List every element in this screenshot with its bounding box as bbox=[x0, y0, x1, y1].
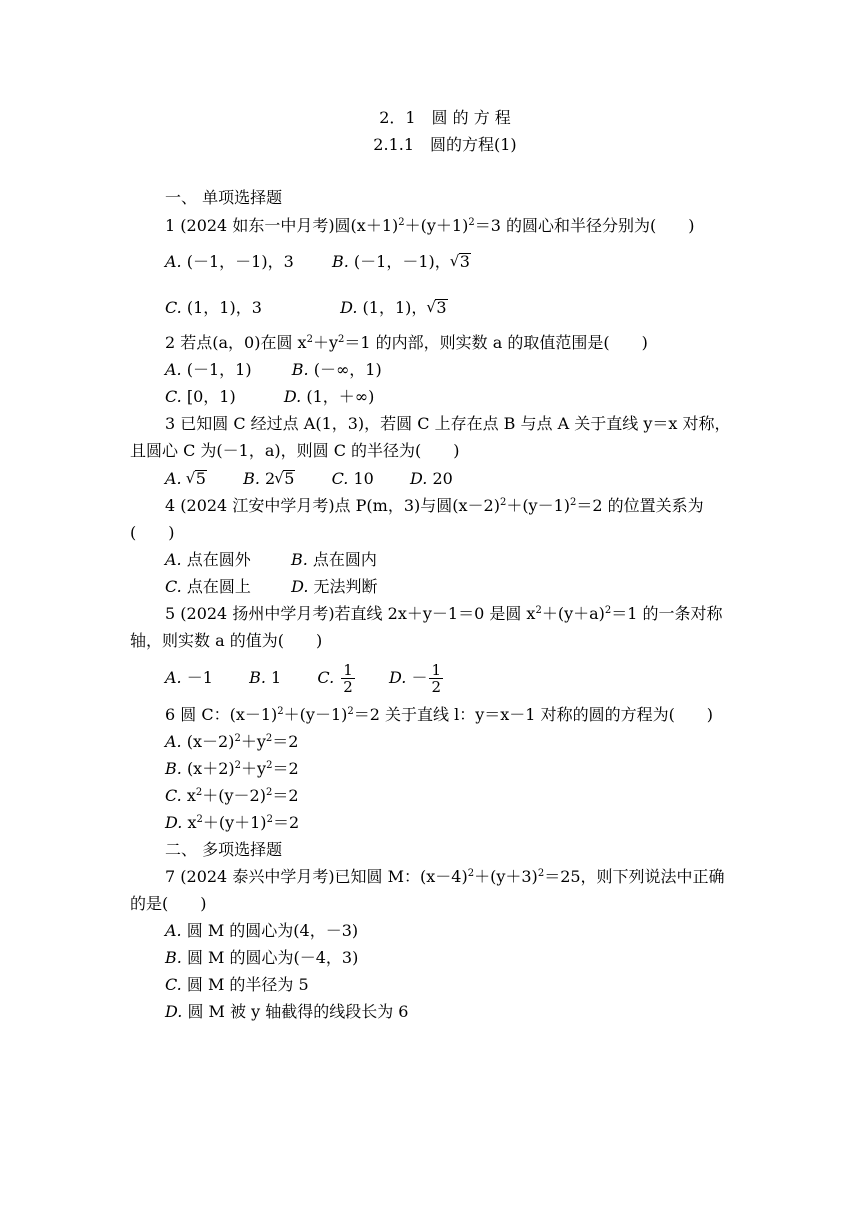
section-subtitle-text: 2.1.1 圆的方程(1) bbox=[373, 135, 517, 154]
question-5-stem-line2: 轴，则实数 a 的值为( ) bbox=[130, 631, 323, 650]
heading-single-choice: 一、 单项选择题 bbox=[165, 188, 283, 207]
option-7a: A. 圆 M 的圆心为(4，－3) bbox=[165, 921, 359, 940]
question-3-stem-line1: 3 已知圆 C 经过点 A(1，3)，若圆 C 上存在点 B 与点 A 关于直线 y＝x 对称， bbox=[165, 414, 731, 433]
fraction-5d: $\frac{1}{2}$ bbox=[431, 661, 442, 696]
question-4-stem-line2: ( ) bbox=[130, 523, 175, 542]
option-4b: 点在圆内 bbox=[312, 550, 377, 569]
question-5-stem: 5 (2024 扬州中学月考)若直线 2x＋y－1＝0 是圆 $x^2+(y+a)^2=1$ 的一条对称 bbox=[165, 604, 723, 623]
question-4-options-ab: A. 点在圆外 B. 点在圆内 bbox=[165, 550, 377, 569]
option-5b: 1 bbox=[271, 668, 282, 687]
option-4a: 点在圆外 bbox=[186, 550, 251, 569]
option-2c: [0，1) bbox=[186, 387, 236, 406]
question-2-stem: 2 若点(a，0)在圆 $x^2+y^2=1$ 的内部，则实数 a 的取值范围是( ) bbox=[165, 333, 648, 352]
option-1b: (－1，－1)， bbox=[353, 252, 451, 271]
sqrt-icon: √ 3 bbox=[427, 298, 447, 318]
heading-multiple-choice: 二、 多项选择题 bbox=[165, 840, 283, 859]
option-1c: (1，1)，3 bbox=[186, 298, 262, 317]
option-1d: (1，1)， bbox=[362, 298, 428, 317]
question-2-options-ab: A. (－1，1) B. (－∞，1) bbox=[165, 360, 382, 379]
question-1-stem: 1 (2024 如东一中月考)圆$(x+1)^2+(y+1)^2=3$ 的圆心和半径分别为( ) bbox=[165, 216, 695, 235]
question-1-options-cd: C. (1，1)，3 D. (1，1)，√ 3 bbox=[165, 298, 448, 318]
question-4-options-cd: C. 点在圆上 D. 无法判断 bbox=[165, 577, 378, 596]
option-4c: 点在圆上 bbox=[186, 577, 251, 596]
option-5a: －1 bbox=[186, 668, 213, 687]
option-3d: 20 bbox=[432, 469, 453, 488]
question-2-options-cd: C. [0，1) D. (1，＋∞) bbox=[165, 387, 375, 406]
question-1-options-ab: A. (－1，－1)，3 B. (－1，－1)，√ 3 bbox=[165, 252, 471, 272]
option-7c: C. 圆 M 的半径为 5 bbox=[165, 975, 309, 994]
option-1a: (－1，－1)，3 bbox=[186, 252, 294, 271]
question-7-stem: 7 (2024 泰兴中学月考)已知圆 M：$(x-4)^2+(y+3)^2=25$，则下列说法中正确 bbox=[165, 867, 725, 886]
option-7d: D. 圆 M 被 y 轴截得的线段长为 6 bbox=[165, 1002, 409, 1021]
option-2d: (1，＋∞) bbox=[306, 387, 375, 406]
question-4-stem: 4 (2024 江安中学月考)点 P(m，3)与圆$(x-2)^2+(y-1)^2=2$ 的位置关系为 bbox=[165, 496, 704, 515]
option-4d: 无法判断 bbox=[313, 577, 378, 596]
question-5-options: A. －1 B. 1 C. $\frac{1}{2}$ D. － $\frac{1}{2}$ bbox=[165, 661, 442, 696]
option-6b: B. $(x+2)^2+y^2=2$ bbox=[165, 759, 299, 778]
sqrt-icon: √ 5 bbox=[187, 469, 207, 489]
option-7b: B. 圆 M 的圆心为(－4，3) bbox=[165, 948, 359, 967]
option-2a: (－1，1) bbox=[186, 360, 252, 379]
question-3-options: A. √ 5 B. 2√ 5 C. 10 D. 20 bbox=[165, 469, 453, 489]
question-6-stem: 6 圆 C：$(x-1)^2+(y-1)^2=2$ 关于直线 l：y＝x－1 对称的圆的方程为( ) bbox=[165, 705, 714, 724]
option-6d: D. $x^2+(y+1)^2=2$ bbox=[165, 813, 300, 832]
option-2b: (－∞，1) bbox=[313, 360, 382, 379]
option-6a: A. $(x-2)^2+y^2=2$ bbox=[165, 732, 299, 751]
question-7-stem-line2: 的是( ) bbox=[130, 894, 207, 913]
option-6c: C. $x^2+(y-2)^2=2$ bbox=[165, 786, 299, 805]
section-title-text: 2．1 圆 的 方 程 bbox=[379, 108, 511, 127]
question-3-stem-line2: 且圆心 C 为(－1，a)，则圆 C 的半径为( ) bbox=[130, 441, 460, 460]
section-subtitle bbox=[0, 135, 860, 155]
section-title bbox=[0, 108, 860, 128]
sqrt-icon: √ 5 bbox=[275, 469, 295, 489]
fraction-5c: $\frac{1}{2}$ bbox=[343, 661, 353, 696]
sqrt-icon: √ 3 bbox=[451, 252, 471, 272]
option-3c: 10 bbox=[353, 469, 374, 488]
